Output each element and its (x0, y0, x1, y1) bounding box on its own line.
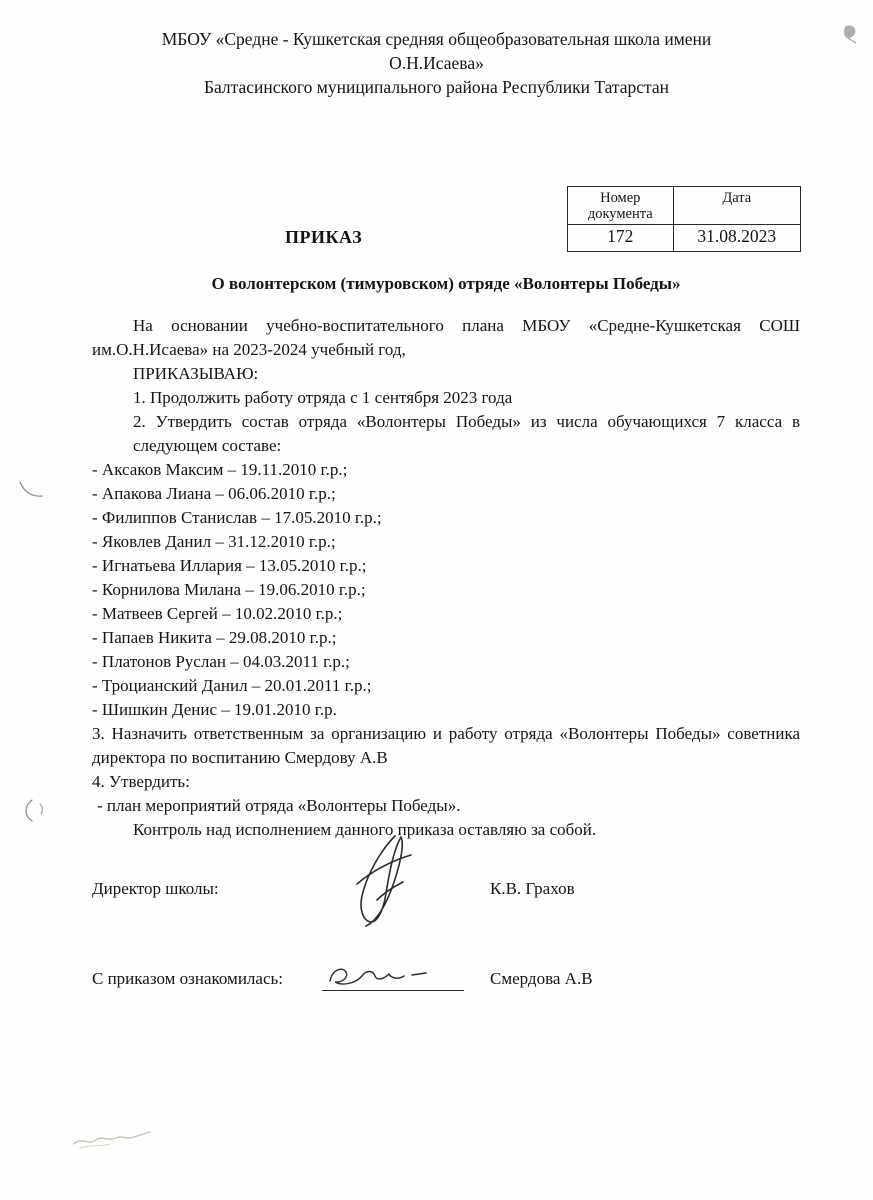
director-label: Директор школы: (92, 879, 219, 898)
table-header-number: Номер документа (568, 187, 674, 225)
member-line: - Корнилова Милана – 19.06.2010 г.р.; (92, 580, 366, 599)
member-line: - Папаев Никита – 29.08.2010 г.р.; (92, 628, 337, 647)
document-body (92, 272, 800, 999)
order-item-1: 1. Продолжить работу отряда с 1 сентября 2023 года (133, 388, 513, 407)
director-signature-row (92, 852, 800, 947)
document-header (0, 0, 873, 99)
scan-mark-left-upper (18, 478, 44, 505)
header-line-school-2: О.Н.Исаева» (389, 53, 484, 73)
member-line: - Филиппов Станислав – 17.05.2010 г.р.; (92, 508, 382, 527)
intro-paragraph: На основании учебно-воспитательного плана МБОУ «Средне-Кушкетская СОШ им.О.Н.Исаева» на 2023-2024 учебный год, (92, 316, 800, 359)
header-line-school-1: МБОУ «Средне - Кушкетская средняя общеобразовательная школа имени (161, 29, 712, 49)
acknowledgement-label: С приказом ознакомилась: (92, 969, 283, 988)
member-line: - Апакова Лиана – 06.06.2010 г.р.; (92, 484, 336, 503)
acknowledgement-row (92, 959, 800, 999)
member-line: - Аксаков Максим – 19.11.2010 г.р.; (92, 460, 348, 479)
scan-mark-left-lower (20, 798, 48, 829)
order-item-4-sub: - план мероприятий отряда «Волонтеры Победы». (97, 796, 461, 815)
order-label: ПРИКАЗ (285, 227, 363, 247)
member-line: - Платонов Руслан – 04.03.2011 г.р.; (92, 652, 350, 671)
pencil-scribble-bottom-left (70, 1122, 160, 1157)
table-value-date: 31.08.2023 (673, 225, 800, 252)
control-line: Контроль над исполнением данного приказа оставляю за собой. (133, 820, 597, 839)
member-line: - Яковлев Данил – 31.12.2010 г.р.; (92, 532, 336, 551)
members-list (92, 458, 800, 722)
director-signature-icon (337, 830, 429, 937)
table-value-number: 172 (568, 225, 674, 252)
order-title: О волонтерском (тимуровском) отряде «Волонтеры Победы» (211, 274, 681, 293)
director-name: К.В. Грахов (490, 879, 575, 898)
decree-word: ПРИКАЗЫВАЮ: (133, 364, 259, 383)
order-item-4: 4. Утвердить: (92, 772, 190, 791)
member-line: - Матвеев Сергей – 10.02.2010 г.р.; (92, 604, 343, 623)
member-line: - Шишкин Денис – 19.01.2010 г.р. (92, 700, 337, 719)
header-line-district: Балтасинского муниципального района Республики Татарстан (203, 77, 670, 97)
member-line: - Троцианский Данил – 20.01.2011 г.р.; (92, 676, 372, 695)
acknowledgement-signature-icon (322, 961, 464, 991)
acknowledgement-name: Смердова А.В (490, 969, 593, 988)
document-number-table (567, 186, 801, 252)
table-header-date: Дата (673, 187, 800, 225)
order-item-2: 2. Утвердить состав отряда «Волонтеры Победы» из числа обучающихся 7 класса в следующем составе: (133, 412, 800, 455)
order-item-3: 3. Назначить ответственным за организацию и работу отряда «Волонтеры Победы» советника директора по воспитанию Смердову А.В (92, 724, 800, 767)
member-line: - Игнатьева Иллария – 13.05.2010 г.р.; (92, 556, 367, 575)
